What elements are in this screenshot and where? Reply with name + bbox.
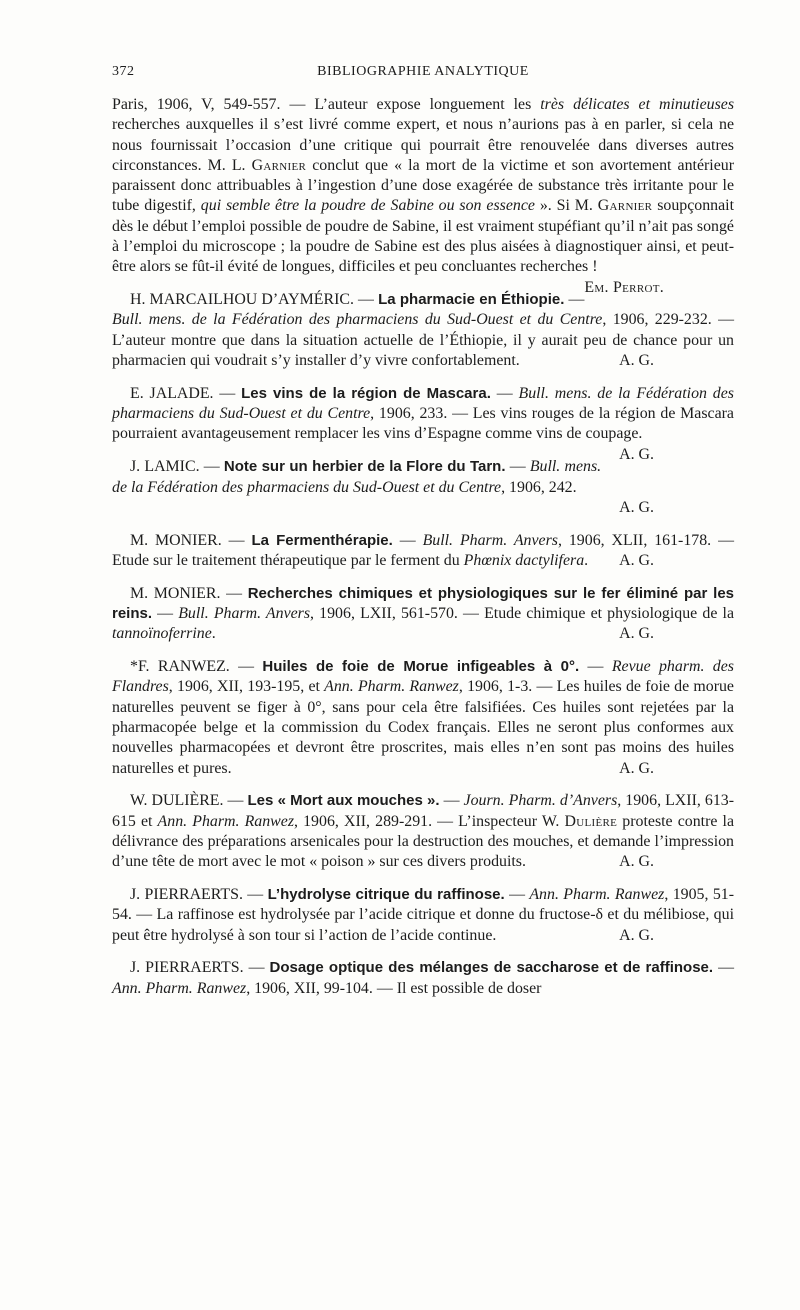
bibliography-entry: M. MONIER. — Recherches chimiques et physiologiques sur le fer éliminé par les reins. — Bull. Pharm. Anvers, 1906, LXII, 561-570. — Etude chimique et physiologique de la tannoïnoferrine. A. G. xyxy=(112,584,734,645)
bibliography-entry: H. MARCAILHOU D’AYMÉRIC. — La pharmacie en Éthiopie. — Bull. mens. de la Fédération des pharmaciens du Sud-Ouest et du Centre, 1906, 229-232. — L’auteur montre que dans la situation actuelle de l’Éthiopie, il y aurait peu de chance pour un pharmacien qui voudrait s’y installer d’y vivre confortablement. A. G. xyxy=(112,290,734,371)
bibliography-entry: J. LAMIC. — Note sur un herbier de la Flore du Tarn. — Bull. mens. de la Fédération des pharmaciens du Sud-Ouest et du Centre, 1906, 242. A. G. xyxy=(112,457,734,518)
bibliography-entry: J. PIERRAERTS. — L’hydrolyse citrique du raffinose. — Ann. Pharm. Ranwez, 1905, 51-54. — La raffinose est hydrolysée par l’acide citrique et donne du fructose-δ et du mélibiose, qui peut être hydrolysé à son tour si l’action de l’acide continue. A. G. xyxy=(112,885,734,946)
bibliography-entry: M. MONIER. — La Fermenthérapie. — Bull. Pharm. Anvers, 1906, XLII, 161-178. — Etude sur le traitement thérapeutique par le ferment du Phœnix dactylifera. A. G. xyxy=(112,531,734,572)
review-signature: A. G. xyxy=(619,352,654,370)
bibliography-entry: *F. RANWEZ. — Huiles de foie de Morue infigeables à 0°. — Revue pharm. des Flandres, 1906, XII, 193-195, et Ann. Pharm. Ranwez, 1906, 1-3. — Les huiles de foie de morue naturelles peuvent se figer à 0°, sans pour cela être falsifiées. Ces huiles sont rejetées par la pharmacopée belge et la commission du Codex français. Elles ne seront plus conformes aux nouvelles pharmacopées et devront être proscrites, mais elles n’en sont pas moins des huiles naturelles et pures. A. G. xyxy=(112,657,734,779)
entry-title: Les « Mort aux mouches ». xyxy=(247,792,440,810)
entry-title: Recherches chimiques et physiologiques sur le fer éliminé par les reins. xyxy=(112,584,735,623)
entry-title: Huiles de foie de Morue infigeables à 0°. xyxy=(262,658,580,676)
entry-title: La pharmacie en Éthiopie. xyxy=(378,291,565,309)
entry-author: M. MONIER. xyxy=(130,584,221,602)
review-signature: A. G. xyxy=(619,445,654,463)
review-signature: A. G. xyxy=(619,625,654,643)
review-signature: A. G. xyxy=(619,926,654,944)
bibliography-entry: J. PIERRAERTS. — Dosage optique des mélanges de saccharose et de raffinose. — Ann. Pharm. Ranwez, 1906, XII, 99-104. — Il est possible de doser xyxy=(112,959,734,997)
entry-author: M. MONIER. xyxy=(130,531,222,549)
review-signature: A. G. xyxy=(619,498,654,516)
entry-author: J. PIERRAERTS. xyxy=(130,886,243,904)
entry-author: E. JALADE. xyxy=(130,384,214,402)
bibliography-entry: W. DULIÈRE. — Les « Mort aux mouches ». — Journ. Pharm. d’Anvers, 1906, LXII, 613-615 et Ann. Pharm. Ranwez, 1906, XII, 289-291. — L’inspecteur W. Dulière proteste contre la délivrance des préparations arsenicales pour la destruction des mouches, et demande l’impression d’une tête de mort avec le mot « poison » sur ces divers produits. A. G. xyxy=(112,791,734,872)
review-signature: A. G. xyxy=(619,759,654,777)
author-name: Dulière xyxy=(564,812,618,830)
review-signature: A. G. xyxy=(619,551,654,569)
running-title: BIBLIOGRAPHIE ANALYTIQUE xyxy=(317,64,529,79)
author-name: Garnier xyxy=(251,156,307,174)
entry-title: La Fermenthérapie. xyxy=(251,531,393,549)
entry-author: J. PIERRAERTS. xyxy=(130,959,244,977)
entry-title: L’hydrolyse citrique du raffinose. xyxy=(267,886,505,904)
continued-review: Paris, 1906, V, 549-557. — L’auteur expose longuement les très délicates et minutieuses recherches auxquelles il s’est livré comme expert, et nous n’aurions pas à en parler, si cela ne nous fournissait l’occasion d’une critique qui pourrait être renouvelée dans diverses autres circonstances. M. L. Garnier conclut que « la mort de la victime et son avortement antérieur paraissent donc attribuables à l’ingestion d’une dose exagérée de substance très irritante pour le tube digestif, qui semble être la poudre de Sabine ou son essence ». Si M. Garnier soupçonnait dès le début l’emploi possible de poudre de Sabine, il est vraiment stupéfiant qu’il n’ait pas songé à l’emploi du microscope ; la poudre de Sabine est des plus aisées à diagnostiquer ainsi, et peut-être alors se fût-il évité de longues, difficiles et peu concluantes recherches ! Em. Perrot. xyxy=(112,95,734,278)
bibliography-entry: E. JALADE. — Les vins de la région de Mascara. — Bull. mens. de la Fédération des pharmaciens du Sud-Ouest et du Centre, 1906, 233. — Les vins rouges de la région de Mascara pourraient avantageusement remplacer les vins d’Espagne comme vins de coupage. A. G. xyxy=(112,384,734,445)
review-signature: Em. Perrot. xyxy=(584,278,664,296)
page-body xyxy=(112,95,734,999)
entry-title: Note sur un herbier de la Flore du Tarn. xyxy=(223,458,506,476)
entry-author: *F. RANWEZ. xyxy=(130,658,230,676)
entry-author: W. DULIÈRE. xyxy=(130,792,224,810)
entry-author: J. LAMIC. xyxy=(130,458,200,476)
entry-author: H. MARCAILHOU D’AYMÉRIC. xyxy=(130,291,354,309)
entry-title: Dosage optique des mélanges de saccharose et de raffinose. xyxy=(269,959,714,977)
page-number: 372 xyxy=(112,64,135,79)
entry-title: Les vins de la région de Mascara. xyxy=(241,384,491,402)
review-signature: A. G. xyxy=(619,853,654,871)
author-name: Garnier xyxy=(597,197,653,215)
page-header xyxy=(112,64,734,86)
